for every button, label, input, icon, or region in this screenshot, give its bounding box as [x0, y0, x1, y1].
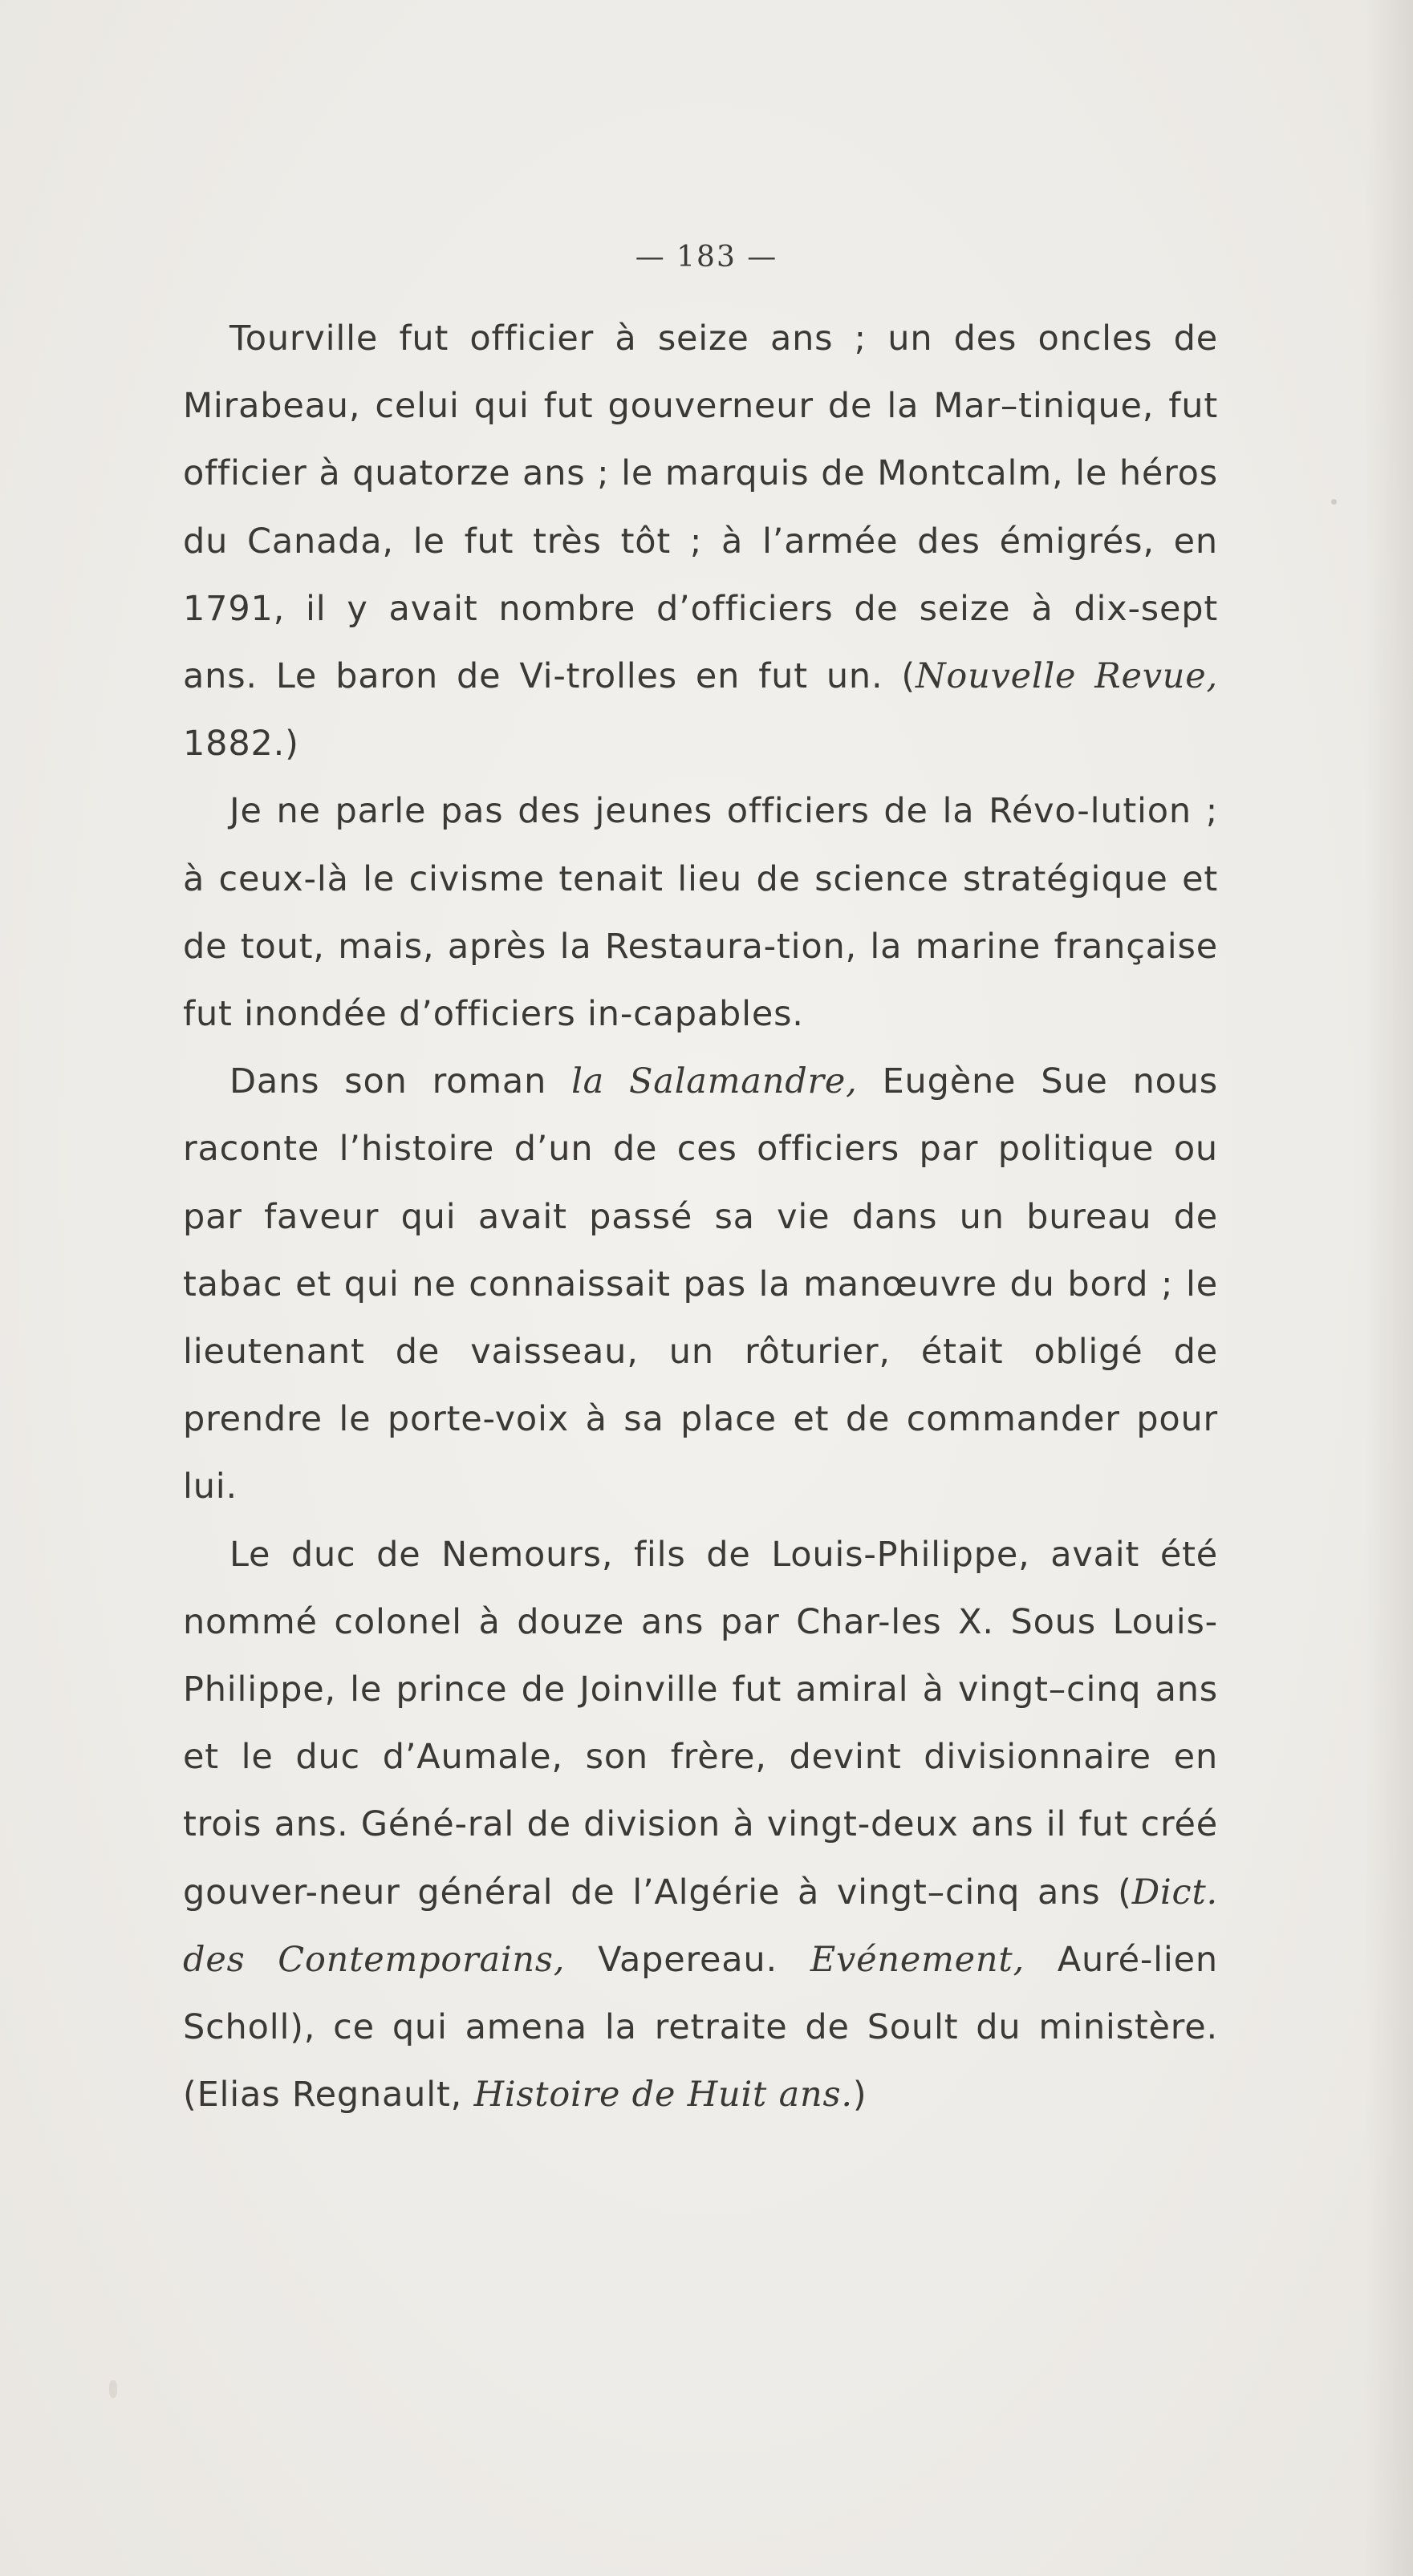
- paragraph-3: [183, 1048, 1218, 1520]
- paper-speck: [1331, 499, 1337, 505]
- body-text: [183, 305, 1218, 2128]
- text-run: Tourville fut officier à seize ans ; un des oncles de Mirabeau, celui qui fut gouverneur de la Mar–tinique, fut officier à quatorze ans ; le marquis de Montcalm, le héros du Canada, le fut très tôt ; à l’armée des émigrés, en 1791, il y avait nombre d’officiers de seize à dix-sept ans. Le baron de Vi-trolles en fut un. (: [183, 318, 1218, 697]
- paragraph-2: [183, 777, 1218, 1048]
- text-run: ): [852, 2075, 867, 2116]
- text-run: Le duc de Nemours, fils de Louis-Philippe, avait été nommé colonel à douze ans par Char-les X. Sous Louis-Philippe, le prince de Joinville fut amiral à vingt–cinq ans et le duc d’Aumale, son frère, devint divisionnaire en trois ans. Géné-ral de division à vingt-deux ans il fut créé gouver-neur général de l’Algérie à vingt–cinq ans (: [183, 1534, 1218, 1913]
- italic-title: Evénement,: [810, 1939, 1025, 1980]
- page-edge-shadow: [1365, 0, 1413, 2576]
- text-run: Je ne parle pas des jeunes officiers de la Révo-lution ; à ceux-là le civisme tenait lieu de science stratégique et de tout, mais, après la Restaura-tion, la marine française fut inondée d’officiers in-capables.: [183, 791, 1218, 1035]
- italic-title: la Salamandre,: [571, 1061, 858, 1102]
- text-run: Auré-lien Scholl), ce qui amena la retraite de Soult du ministère. (Elias Regnault,: [183, 1939, 1218, 2116]
- paragraph-1: [183, 305, 1218, 777]
- text-run: Vapereau.: [565, 1939, 810, 1980]
- paper-speck: [109, 2380, 117, 2398]
- page-number: — 183 —: [635, 241, 778, 274]
- italic-title: Histoire de Huit ans.: [473, 2075, 853, 2116]
- text-run: 1882.): [183, 724, 299, 765]
- text-run: Eugène Sue nous raconte l’histoire d’un de ces officiers par politique ou par faveur qui avait passé sa vie dans un bureau de tabac et qui ne connaissait pas la manœuvre du bord ; le lieutenant de vaisseau, un rôturier, était obligé de prendre le porte-voix à sa place et de commander pour lui.: [183, 1061, 1218, 1507]
- paragraph-4: [183, 1521, 1218, 2129]
- italic-title: Nouvelle Revue,: [915, 656, 1218, 697]
- italic-title: Dict. des Contemporains,: [183, 1872, 1218, 1980]
- text-run: Dans son roman: [229, 1061, 572, 1102]
